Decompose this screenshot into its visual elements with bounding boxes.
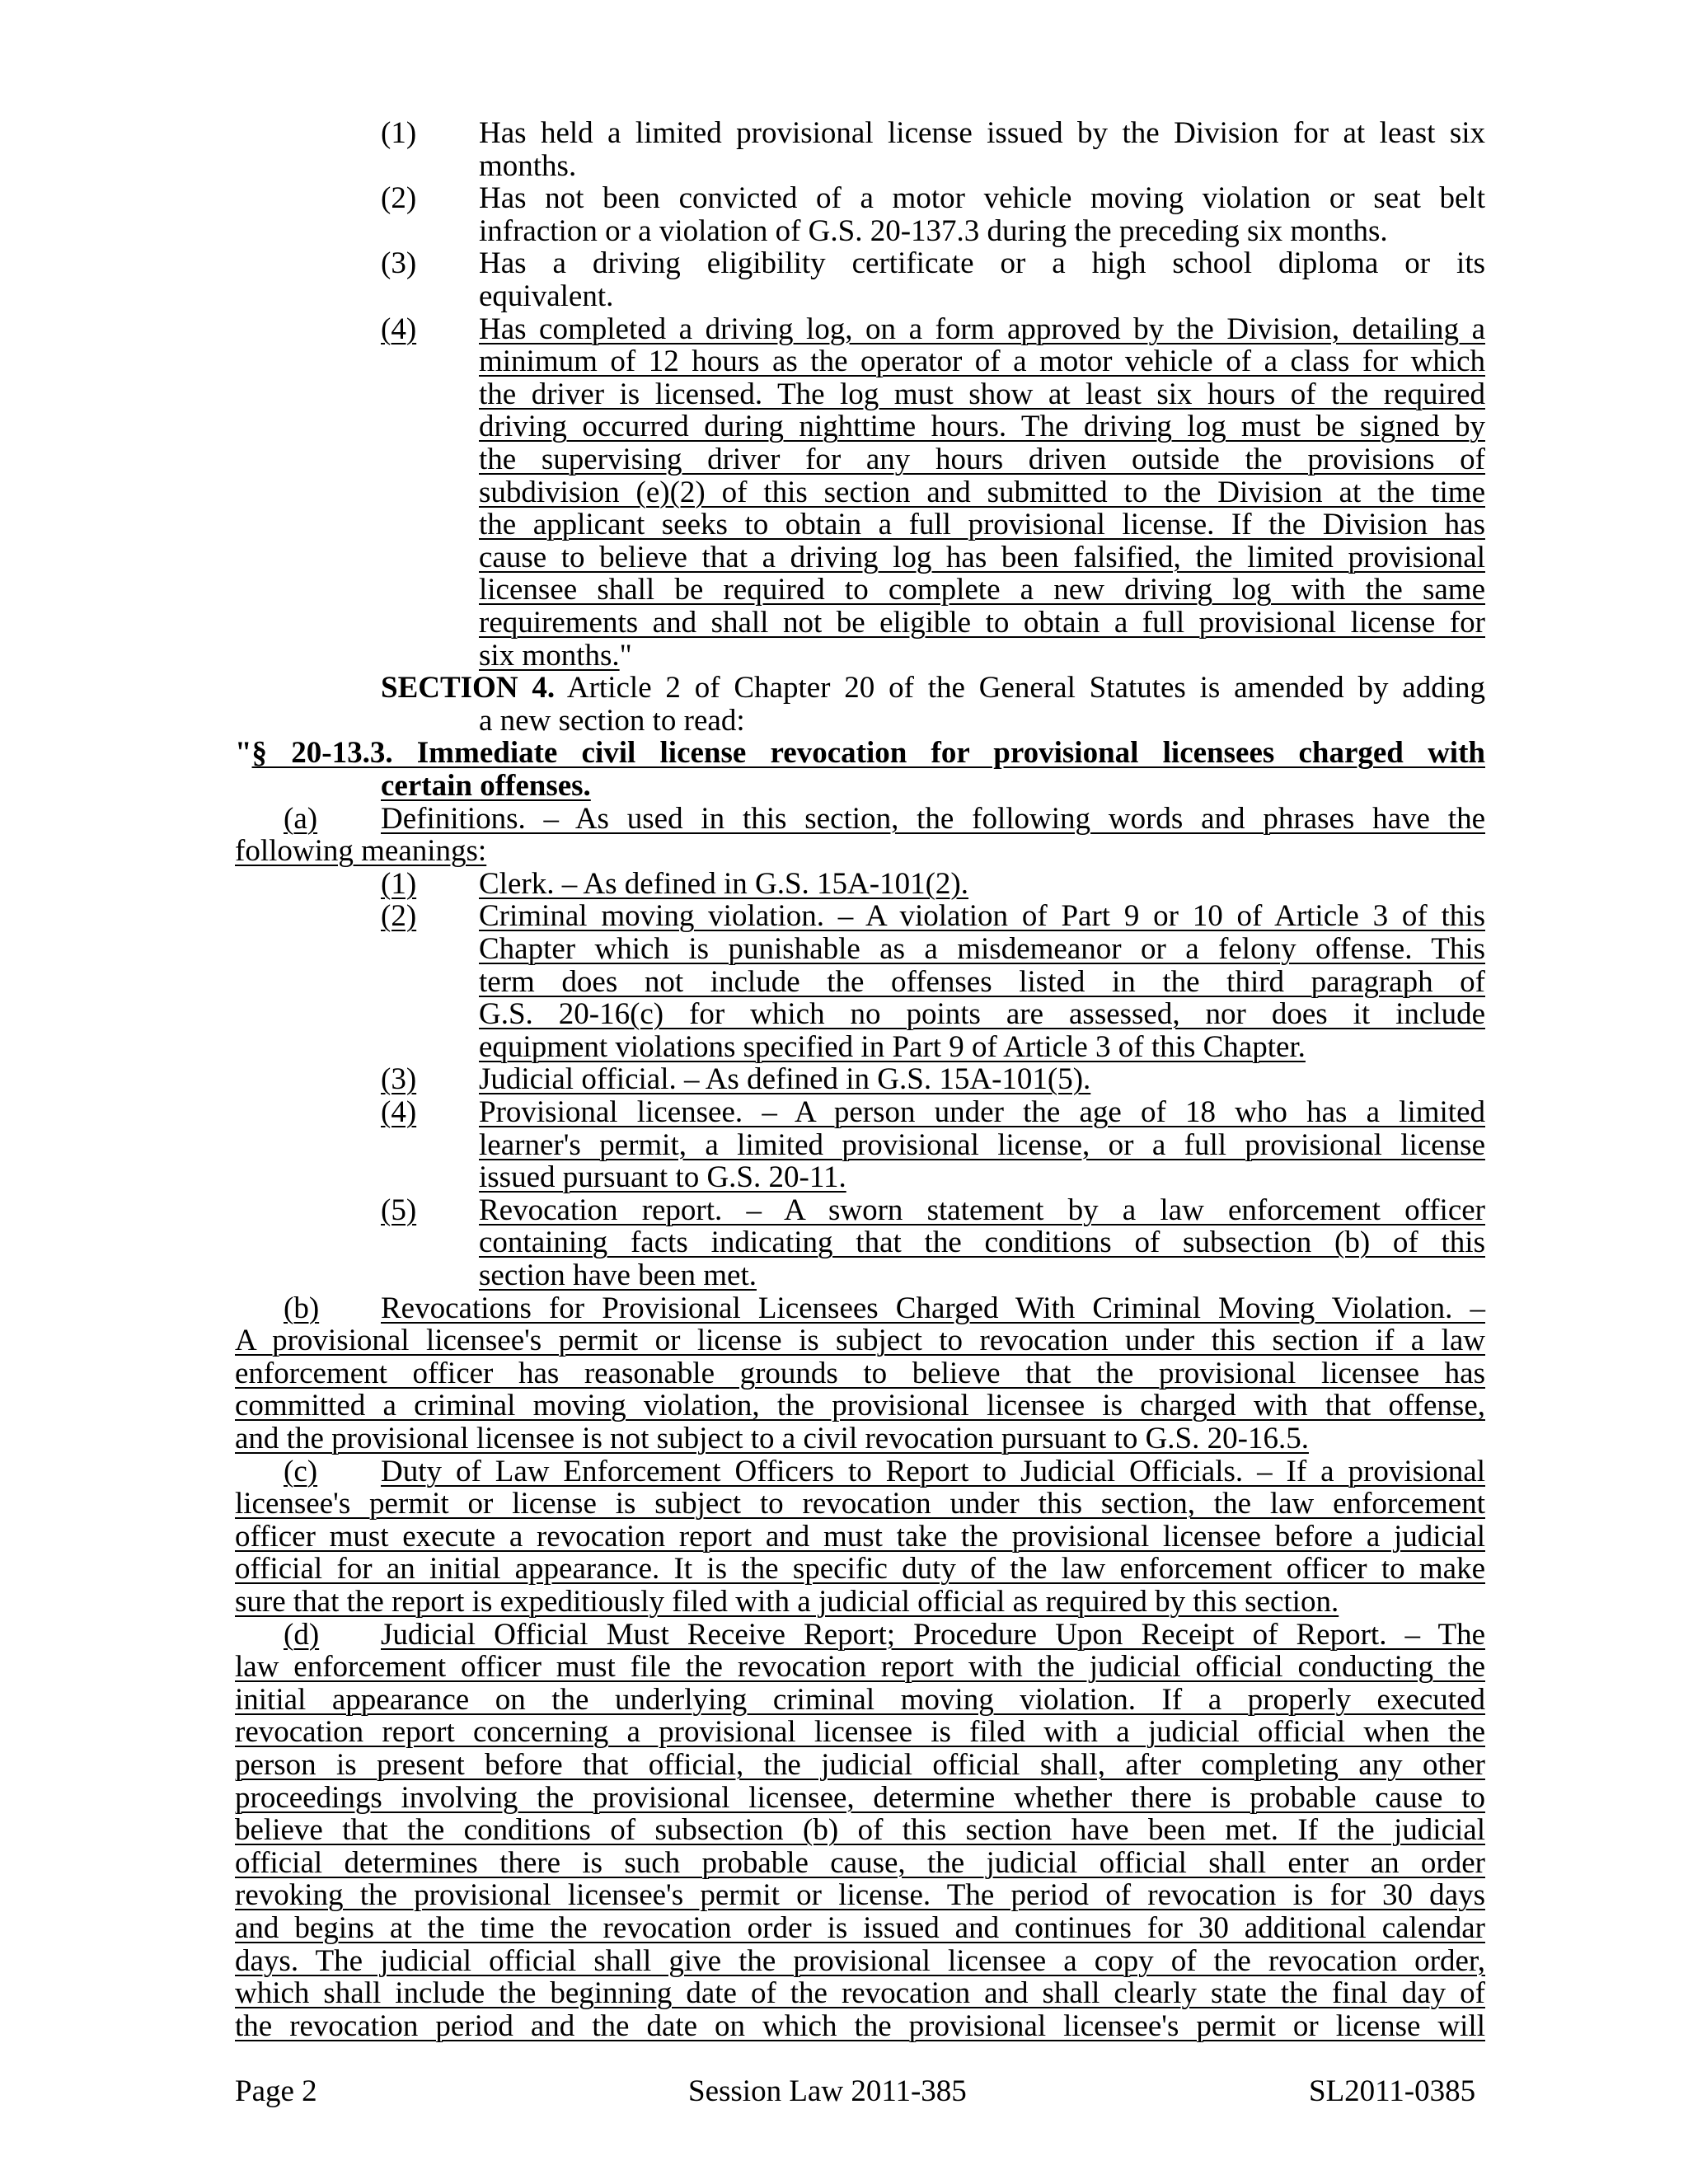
- subsection-d-text-line: revocation report concerning a provisional licensee is filed with a judicial official when the: [235, 1715, 1485, 1750]
- section-label: SECTION 4.: [381, 671, 556, 705]
- item-text-line: the supervising driver for any hours driven outside the provisions of: [479, 443, 1485, 476]
- subsection-b-first-line: Revocations for Provisional Licensees Charged With Criminal Moving Violation. –: [381, 1291, 1485, 1325]
- item-number: (1): [381, 116, 417, 150]
- definition-text-line: G.S. 20-16(c) for which no points are assessed, nor does it include: [479, 997, 1485, 1032]
- statute-heading-line2: certain offenses.: [381, 769, 591, 803]
- definition-number: (3): [381, 1062, 417, 1097]
- footer-document-id: SL2011-0385: [1309, 2074, 1476, 2108]
- item-text-line: cause to believe that a driving log has been falsified, the limited provisional: [479, 540, 1485, 574]
- subsection-d-text-line: the revocation period and the date on which the provisional licensee's permit or license will: [235, 2008, 1485, 2043]
- definition-text-line: containing facts indicating that the conditions of subsection (b) of this: [479, 1226, 1485, 1260]
- subsection-d-text-line: revoking the provisional licensee's permit or license. The period of revocation is for 30 days: [235, 1878, 1485, 1913]
- definition-text-line: Chapter which is punishable as a misdemeanor or a felony offense. This: [479, 932, 1485, 966]
- item-number: (4): [381, 312, 417, 346]
- subsection-c-text-line: sure that the report is expeditiously filed with a judicial official as required by this section.: [235, 1585, 1339, 1619]
- item-text-final: six months.: [479, 638, 620, 673]
- item-text-line: [479, 640, 1485, 673]
- subsection-d-text-line: person is present before that official, the judicial official shall, after completing any other: [235, 1748, 1485, 1782]
- item-text-line: the applicant seeks to obtain a full provisional license. If the Division has: [479, 508, 1485, 542]
- footer-session-law: Session Law 2011-385: [688, 2074, 967, 2108]
- subsection-b-text-line: and the provisional licensee is not subject to a civil revocation pursuant to G.S. 20-16.5.: [235, 1422, 1309, 1455]
- subsection-d-label: (d): [284, 1617, 320, 1652]
- definition-number: (4): [381, 1095, 417, 1129]
- item-text-line: equivalent.: [479, 279, 614, 313]
- subsection-b-text-line: committed a criminal moving violation, the provisional licensee is charged with that offense,: [235, 1389, 1485, 1423]
- item-text-line: Has completed a driving log, on a form approved by the Division, detailing a: [479, 312, 1485, 346]
- subsection-c-label: (c): [284, 1454, 318, 1488]
- definition-number: (5): [381, 1193, 417, 1227]
- definition-text-line: Judicial official. – As defined in G.S. 15A-101(5).: [479, 1062, 1091, 1097]
- subsection-d-text-line: and begins at the time the revocation order is issued and continues for 30 additional calendar: [235, 1911, 1485, 1945]
- item-text-line: driving occurred during nighttime hours. The driving log must be signed by: [479, 410, 1485, 444]
- subsection-c-text-line: official for an initial appearance. It is the specific duty of the law enforcement officer to make: [235, 1552, 1485, 1586]
- item-text-line: licensee shall be required to complete a new driving log with the same: [479, 573, 1485, 607]
- subsection-d-text-line: law enforcement officer must file the revocation report with the judicial official conducting the: [235, 1650, 1485, 1685]
- item-number: (3): [381, 246, 417, 281]
- subsection-b-text-line: enforcement officer has reasonable grounds to believe that the provisional licensee has: [235, 1356, 1485, 1390]
- item-text-line: Has not been convicted of a motor vehicle moving violation or seat belt: [479, 181, 1485, 216]
- definition-number: (1): [381, 866, 417, 901]
- footer-page-number: Page 2: [235, 2074, 317, 2108]
- subsection-b-text-line: A provisional licensee's permit or license is subject to revocation under this section if a law: [235, 1324, 1485, 1358]
- item-text-line: Has a driving eligibility certificate or a high school diploma or its: [479, 246, 1485, 281]
- section-text: Article 2 of Chapter 20 of the General Statutes is amended by adding: [555, 671, 1485, 705]
- definition-text-line: term does not include the offenses listed in the third paragraph of: [479, 964, 1485, 999]
- item-text-line: infraction or a violation of G.S. 20-137.3 during the preceding six months.: [479, 213, 1388, 248]
- statute-heading-text: § 20-13.3. Immediate civil license revocation for provisional licensees charged with: [251, 736, 1485, 771]
- subsection-b-label: (b): [284, 1291, 320, 1325]
- definition-text-line: section have been met.: [479, 1258, 757, 1292]
- closing-quote: ": [619, 638, 632, 673]
- item-number: (2): [381, 181, 417, 216]
- definition-text-line: Revocation report. – A sworn statement by a law enforcement officer: [479, 1193, 1485, 1227]
- item-text-line: Has held a limited provisional license issued by the Division for at least six: [479, 116, 1485, 150]
- item-text-line: the driver is licensed. The log must show at least six hours of the required: [479, 377, 1485, 411]
- item-text-line: requirements and shall not be eligible to obtain a full provisional license for: [479, 606, 1485, 640]
- subsection-a-label: (a): [284, 801, 318, 836]
- section-4-line: [381, 672, 1485, 705]
- statute-heading-line1: [235, 737, 1485, 770]
- definition-text-line: Criminal moving violation. – A violation of Part 9 or 10 of Article 3 of this: [479, 899, 1485, 934]
- definition-text-line: equipment violations specified in Part 9 of Article 3 of this Chapter.: [479, 1029, 1306, 1064]
- subsection-d-text-line: proceedings involving the provisional licensee, determine whether there is probable cause to: [235, 1780, 1485, 1815]
- definition-text-line: learner's permit, a limited provisional license, or a full provisional license: [479, 1127, 1485, 1162]
- definition-text-line: Clerk. – As defined in G.S. 15A-101(2).: [479, 866, 968, 901]
- definition-number: (2): [381, 899, 417, 934]
- subsection-c-text-line: officer must execute a revocation report and must take the provisional licensee before a judicial: [235, 1519, 1485, 1554]
- section-4-continuation: a new section to read:: [479, 703, 745, 738]
- subsection-d-text-line: days. The judicial official shall give the provisional licensee a copy of the revocation order,: [235, 1943, 1485, 1978]
- subsection-d-text-line: believe that the conditions of subsection (b) of this section have been met. If the judicial: [235, 1813, 1485, 1848]
- subsection-d-text-line: official determines there is such probable cause, the judicial official shall enter an order: [235, 1845, 1485, 1880]
- subsection-c-text-line: licensee's permit or license is subject to revocation under this section, the law enforcement: [235, 1487, 1485, 1521]
- subsection-d-first-line: Judicial Official Must Receive Report; Procedure Upon Receipt of Report. – The: [381, 1617, 1485, 1652]
- item-text-line: months.: [479, 148, 577, 183]
- item-text-line: subdivision (e)(2) of this section and submitted to the Division at the time: [479, 475, 1485, 509]
- subsection-a-first-line: Definitions. – As used in this section, the following words and phrases have the: [381, 801, 1485, 836]
- definition-text-line: issued pursuant to G.S. 20-11.: [479, 1160, 846, 1195]
- subsection-a-text-line: following meanings:: [235, 834, 487, 869]
- opening-quote: ": [235, 736, 252, 771]
- subsection-c-first-line: Duty of Law Enforcement Officers to Report to Judicial Officials. – If a provisional: [381, 1454, 1485, 1488]
- item-text-line: minimum of 12 hours as the operator of a motor vehicle of a class for which: [479, 344, 1485, 379]
- definition-text-line: Provisional licensee. – A person under the age of 18 who has a limited: [479, 1095, 1485, 1129]
- subsection-d-text-line: which shall include the beginning date of the revocation and shall clearly state the final day of: [235, 1976, 1485, 2011]
- subsection-d-text-line: initial appearance on the underlying criminal moving violation. If a properly executed: [235, 1682, 1485, 1717]
